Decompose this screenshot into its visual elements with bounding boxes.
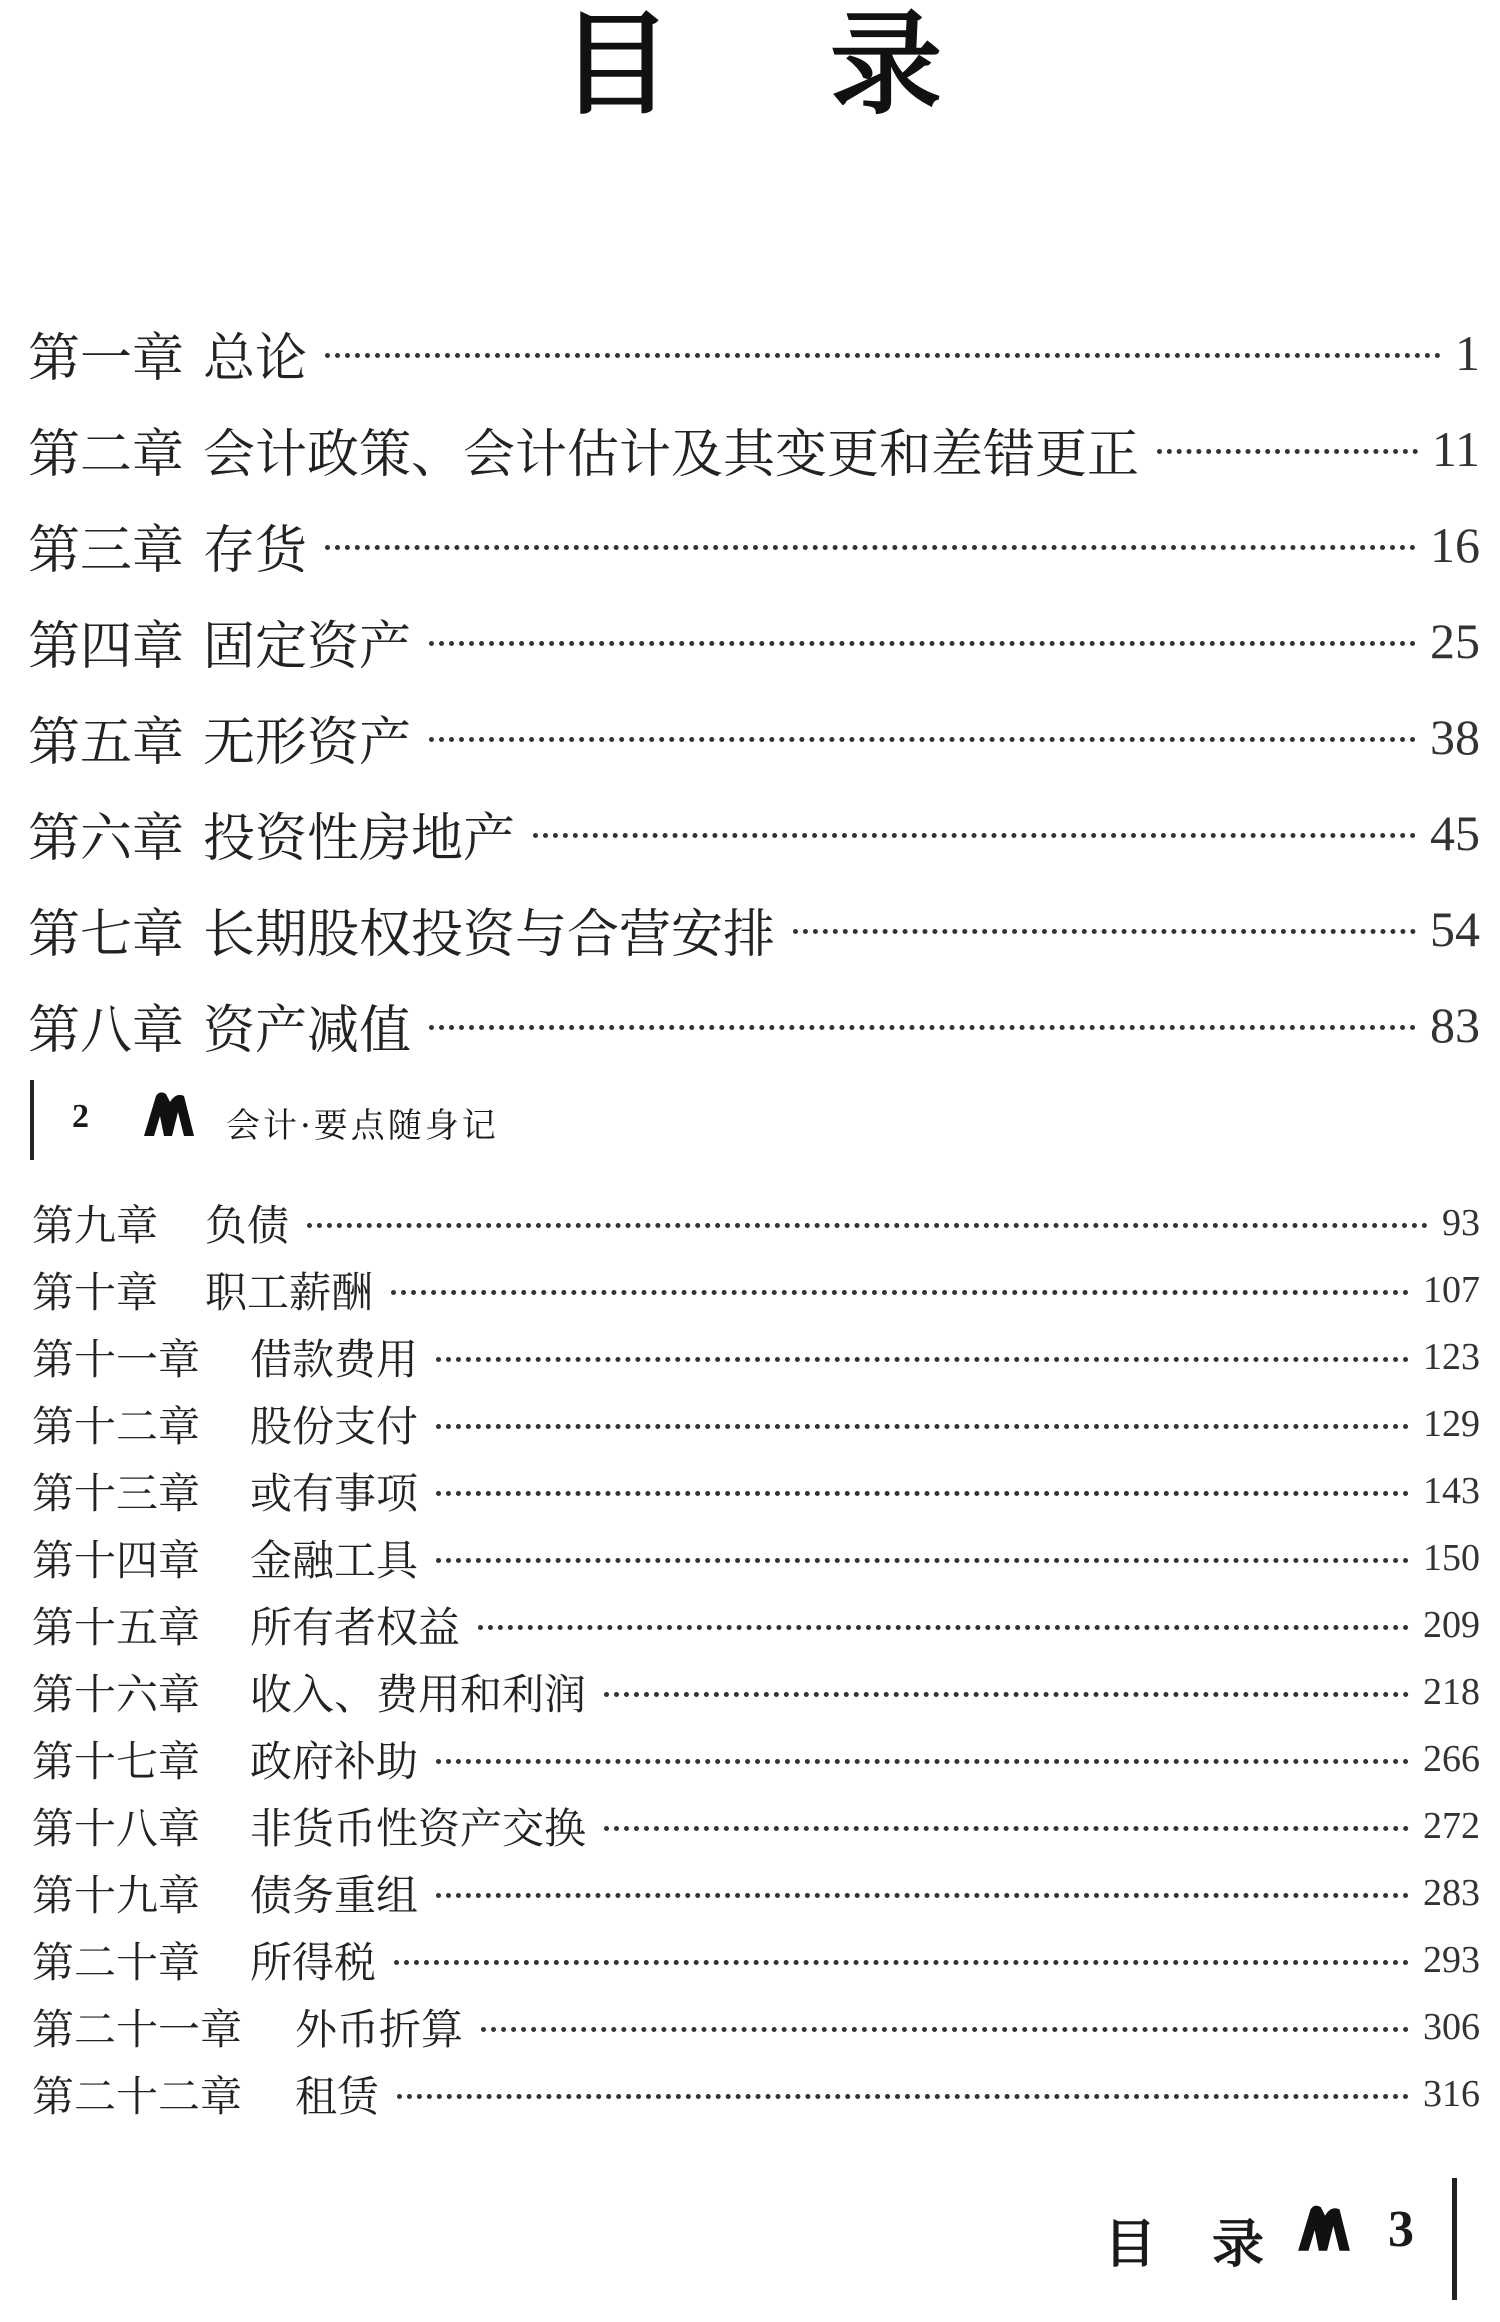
toc-chapter-title: 长期股权投资与合营安排 — [203, 904, 776, 965]
toc-dot-leader — [604, 1692, 1409, 1697]
footer-divider — [30, 1080, 34, 1160]
toc-chapter-number: 第三章 — [28, 520, 185, 581]
toc-page-number: 272 — [1423, 1805, 1480, 1847]
toc-chapter-title: 总论 — [203, 328, 308, 389]
toc-chapter-number: 第二章 — [28, 424, 185, 485]
toc-chapter-number: 第十三章 — [32, 1469, 201, 1518]
toc-entry[interactable] — [0, 1257, 1500, 1323]
toc-page-number: 283 — [1423, 1872, 1480, 1914]
footer-book-title: 会计·要点随身记 — [226, 1106, 499, 1146]
toc-chapter-title: 股份支付 — [250, 1402, 419, 1451]
toc-dot-leader — [429, 737, 1416, 742]
footer-page-number: 2 — [72, 1098, 89, 1135]
toc-chapter-title: 无形资产 — [203, 712, 412, 773]
title-char-2: 录 — [830, 0, 942, 130]
toc-page-number: 54 — [1430, 901, 1480, 957]
footer-label-char-2: 录 — [1212, 2214, 1265, 2275]
publisher-logo-icon — [140, 1090, 198, 1138]
toc-chapter-title: 负债 — [205, 1201, 290, 1250]
footer-page-number: 3 — [1388, 2201, 1414, 2258]
toc-chapter-number: 第十二章 — [32, 1402, 201, 1451]
toc-entry[interactable] — [0, 305, 1500, 401]
toc-chapter-number: 第二十二章 — [32, 2072, 243, 2121]
toc-entry[interactable] — [0, 881, 1500, 977]
page-title — [0, 0, 1500, 130]
toc-entry[interactable] — [0, 1793, 1500, 1859]
toc-entry[interactable] — [0, 401, 1500, 497]
toc-dot-leader — [436, 1424, 1409, 1429]
toc-dot-leader — [604, 1826, 1409, 1831]
toc-page-number: 1 — [1455, 325, 1480, 381]
toc-page-number: 45 — [1430, 805, 1480, 861]
footer-right — [1000, 2160, 1500, 2300]
toc-chapter-number: 第九章 — [32, 1201, 159, 1250]
toc-entry[interactable] — [0, 1391, 1500, 1457]
toc-entry[interactable] — [0, 1592, 1500, 1658]
toc-chapter-number: 第十九章 — [32, 1871, 201, 1920]
toc-entry[interactable] — [0, 1190, 1500, 1256]
toc-dot-leader — [429, 1025, 1416, 1030]
toc-entry[interactable] — [0, 1659, 1500, 1725]
toc-dot-leader — [429, 641, 1416, 646]
toc-entry[interactable] — [0, 1525, 1500, 1591]
toc-entry[interactable] — [0, 689, 1500, 785]
toc-page-number: 123 — [1423, 1336, 1480, 1378]
toc-chapter-title: 职工薪酬 — [205, 1268, 374, 1317]
toc-page-number: 316 — [1423, 2073, 1480, 2115]
toc-page-number: 25 — [1430, 613, 1480, 669]
toc-dot-leader — [1157, 449, 1418, 454]
toc-page-number: 150 — [1423, 1537, 1480, 1579]
toc-dot-leader — [307, 1223, 1428, 1228]
toc-chapter-title: 债务重组 — [250, 1871, 419, 1920]
toc-chapter-title: 金融工具 — [250, 1536, 419, 1585]
toc-chapter-title: 固定资产 — [203, 616, 412, 677]
toc-dot-leader — [391, 1290, 1409, 1295]
toc-chapter-title: 非货币性资产交换 — [250, 1804, 587, 1853]
toc-chapter-title: 所得税 — [250, 1938, 377, 1987]
toc-page-number: 209 — [1423, 1604, 1480, 1646]
toc-dot-leader — [325, 353, 1441, 358]
toc-page-number: 107 — [1423, 1269, 1480, 1311]
toc-entry[interactable] — [0, 2061, 1500, 2127]
toc-chapter-number: 第二十章 — [32, 1938, 201, 1987]
toc-page-number: 266 — [1423, 1738, 1480, 1780]
toc-chapter-number: 第七章 — [28, 904, 185, 965]
toc-chapter-title: 会计政策、会计估计及其变更和差错更正 — [203, 424, 1140, 485]
toc-chapter-number: 第十章 — [32, 1268, 159, 1317]
toc-chapter-number: 第十八章 — [32, 1804, 201, 1853]
toc-dot-leader — [481, 2027, 1409, 2032]
toc-dot-leader — [397, 2094, 1409, 2099]
toc-page-number: 11 — [1431, 421, 1480, 477]
toc-dot-leader — [436, 1491, 1409, 1496]
publisher-logo-icon — [1294, 2196, 1354, 2260]
toc-page-number: 16 — [1430, 517, 1480, 573]
toc-chapter-number: 第五章 — [28, 712, 185, 773]
toc-page-number: 293 — [1423, 1939, 1480, 1981]
footer-divider — [1452, 2178, 1457, 2300]
toc-page-number: 93 — [1442, 1202, 1480, 1244]
toc-chapter-number: 第八章 — [28, 1000, 185, 1061]
toc-dot-leader — [793, 929, 1416, 934]
toc-chapter-title: 政府补助 — [250, 1737, 419, 1786]
toc-page-number: 218 — [1423, 1671, 1480, 1713]
toc-chapter-number: 第十五章 — [32, 1603, 201, 1652]
toc-entry[interactable] — [0, 1324, 1500, 1390]
toc-entry[interactable] — [0, 1927, 1500, 1993]
toc-chapter-title: 或有事项 — [250, 1469, 419, 1518]
toc-chapter-title: 投资性房地产 — [203, 808, 516, 869]
toc-chapter-title: 所有者权益 — [250, 1603, 461, 1652]
toc-dot-leader — [436, 1558, 1409, 1563]
toc-page-number: 38 — [1430, 709, 1480, 765]
toc-chapter-number: 第六章 — [28, 808, 185, 869]
toc-entry[interactable] — [0, 593, 1500, 689]
toc-entry[interactable] — [0, 1458, 1500, 1524]
toc-entry[interactable] — [0, 1726, 1500, 1792]
toc-chapter-title: 租赁 — [295, 2072, 380, 2121]
toc-dot-leader — [325, 545, 1416, 550]
toc-dot-leader — [394, 1960, 1409, 1965]
toc-chapter-number: 第十一章 — [32, 1335, 201, 1384]
footer-left — [30, 1080, 630, 1160]
toc-dot-leader — [436, 1893, 1409, 1898]
toc-chapter-title: 资产减值 — [203, 1000, 412, 1061]
toc-dot-leader — [436, 1759, 1409, 1764]
toc-chapter-number: 第二十一章 — [32, 2005, 243, 2054]
title-char-1: 目 — [560, 0, 672, 130]
toc-chapter-title: 存货 — [203, 520, 308, 581]
toc-chapter-number: 第四章 — [28, 616, 185, 677]
toc-chapter-number: 第一章 — [28, 328, 185, 389]
toc-page-number: 143 — [1423, 1470, 1480, 1512]
toc-page-number: 83 — [1430, 997, 1480, 1053]
toc-chapter-title: 借款费用 — [250, 1335, 419, 1384]
toc-dot-leader — [533, 833, 1416, 838]
toc-chapter-number: 第十七章 — [32, 1737, 201, 1786]
toc-entry[interactable] — [0, 1860, 1500, 1926]
toc-entry[interactable] — [0, 977, 1500, 1073]
toc-page-number: 306 — [1423, 2006, 1480, 2048]
toc-dot-leader — [478, 1625, 1409, 1630]
toc-chapter-title: 收入、费用和利润 — [250, 1670, 587, 1719]
footer-label-char-1: 目 — [1104, 2214, 1157, 2275]
toc-chapter-title: 外币折算 — [295, 2005, 464, 2054]
toc-chapter-number: 第十六章 — [32, 1670, 201, 1719]
toc-entry[interactable] — [0, 1994, 1500, 2060]
toc-page-number: 129 — [1423, 1403, 1480, 1445]
toc-dot-leader — [436, 1357, 1409, 1362]
toc-chapter-number: 第十四章 — [32, 1536, 201, 1585]
toc-entry[interactable] — [0, 497, 1500, 593]
toc-entry[interactable] — [0, 785, 1500, 881]
